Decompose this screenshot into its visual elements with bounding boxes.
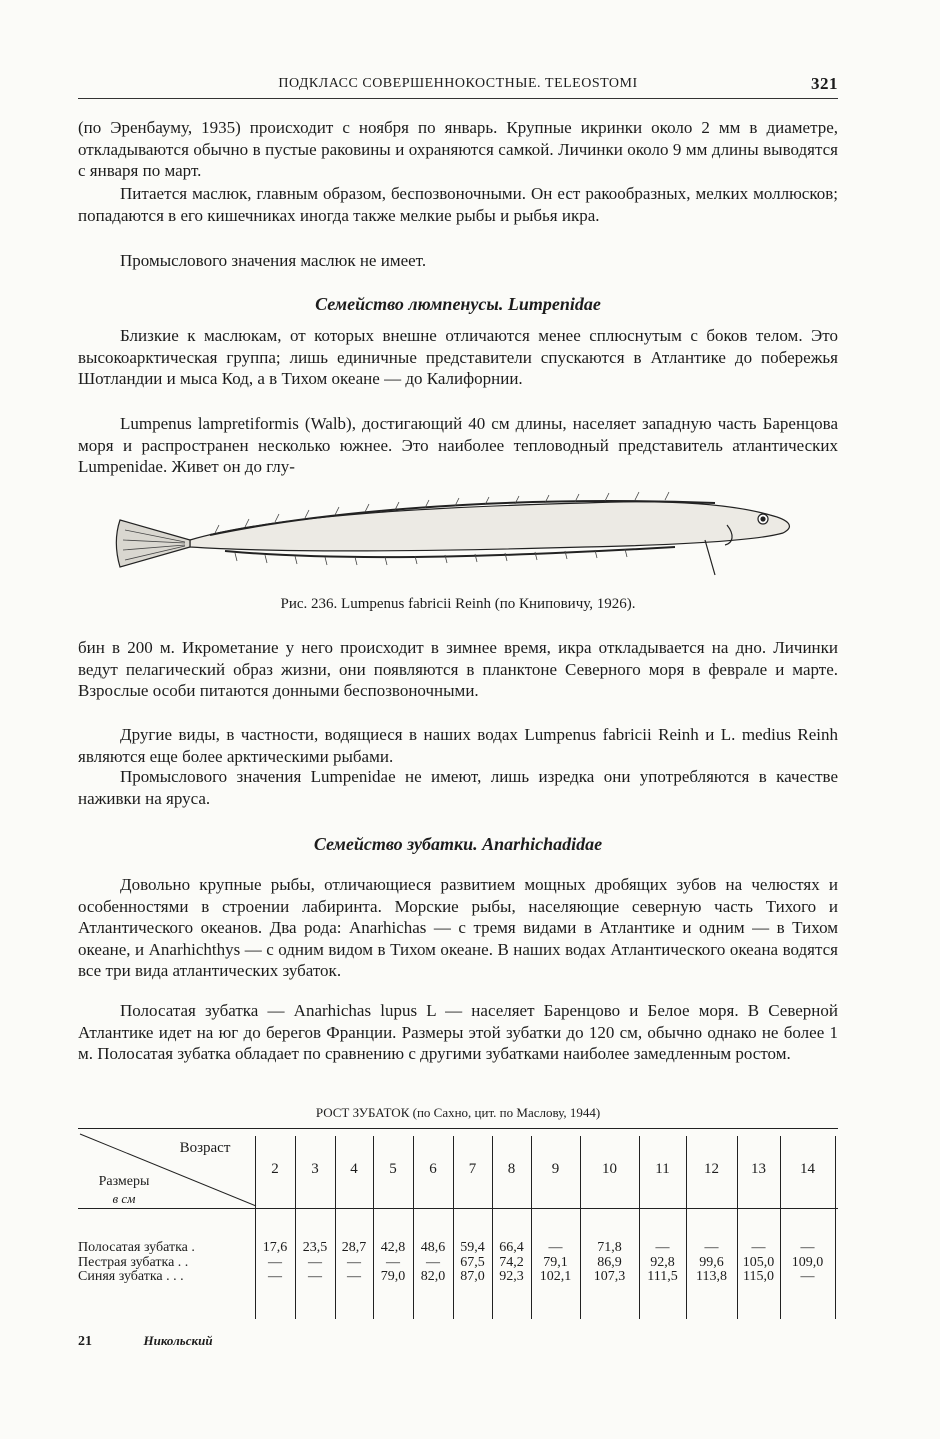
table-cell: 113,8 — [696, 1269, 727, 1284]
table-cell: — — [800, 1269, 815, 1284]
table-cell: 82,0 — [420, 1269, 446, 1284]
table-age-header: 14 — [800, 1161, 815, 1177]
table-cell: 66,4 — [499, 1240, 524, 1255]
paragraph-feeding: Питается маслюк, главным образом, беспозвоночными. Он ест ракообразных, мелких моллюсков; попадаются в его кишечниках иногда также мелкие рыбы и рыбья икра. — [78, 184, 838, 225]
paragraph-other-species: Другие виды, в частности, водящиеся в наших водах Lumpenus fabricii Reinh и L. medius Reinh являются еще более арктическими рыбами. — [78, 725, 838, 766]
table-cell: 42,8 — [380, 1240, 406, 1255]
table-cell: 74,2 — [499, 1255, 524, 1270]
table-cell: 107,3 — [593, 1269, 626, 1284]
table-cell: 71,8 — [597, 1240, 622, 1255]
table-cell: — — [548, 1240, 563, 1255]
table-cell: 67,5 — [460, 1255, 485, 1270]
table-cell: 48,6 — [420, 1240, 446, 1255]
table-age-header: 2 — [271, 1161, 279, 1177]
paragraph-commercial: Промыслового значения маслюк не имеет. — [120, 251, 427, 270]
paragraph-lumpenus-lampretiformis: Lumpenus lampretiformis (Walb), достигающий 40 см длины, населяет западную часть Баренцова моря и распространен несколько южнее. Это наиболее тепловодный представитель атлантических Lumpenidae. Живет он до глу- — [78, 414, 838, 476]
table-cell: — — [308, 1269, 322, 1284]
table-caption: РОСТ ЗУБАТОК (по Сахно, цит. по Маслову, 1944) — [315, 1105, 601, 1120]
table-column-rule — [835, 1136, 836, 1319]
table-cell: — — [386, 1255, 400, 1270]
running-title: ПОДКЛАСС СОВЕРШЕННОКОСТНЫЕ. TELEOSTOMI — [278, 76, 638, 91]
table-corner-size: Размеры — [98, 1174, 150, 1189]
section-heading-anarhichadidae: Семейство зубатки. Anarhichadidae — [313, 834, 603, 854]
table-age-header: 7 — [468, 1161, 477, 1177]
table-cell: 115,0 — [743, 1269, 774, 1284]
signature-name: Никольский — [143, 1333, 213, 1348]
table-cell: 59,4 — [460, 1240, 485, 1255]
page-footer — [78, 1333, 213, 1350]
table-header-rule — [78, 1208, 838, 1209]
paragraph-anarhichadidae-intro: Довольно крупные рыбы, отличающиеся развитием мощных дробящих зубов на челюстях и особенностями в строении лабиринта. Морские рыбы, населяющие северную часть Тихого и Атлантического океанов. Два рода: Anarhichas — с тремя видами в Атлантике и одним — в Тихом океане, и Anarhichthys — с одним видом в Тихом океане. В наших водах Атлантического океана водятся все три вида атлантических зубаток. — [78, 875, 838, 980]
figure-caption: Рис. 236. Lumpenus fabricii Reinh (по Книповичу, 1926). — [280, 596, 636, 612]
table-cell: 17,6 — [262, 1240, 288, 1255]
table-cell: 109,0 — [791, 1255, 824, 1270]
table-cell: 23,5 — [302, 1240, 328, 1255]
table-cell: 111,5 — [647, 1269, 678, 1284]
table-cell: — — [308, 1255, 322, 1270]
table-row-label: Полосатая зубатка . — [78, 1240, 195, 1255]
table-cell: — — [704, 1240, 719, 1255]
table-cell: 102,1 — [539, 1269, 572, 1284]
table-cell: 86,9 — [597, 1255, 622, 1270]
signature-number: 21 — [78, 1334, 92, 1349]
page-number: 321 — [811, 74, 838, 93]
table-age-header: 4 — [350, 1161, 358, 1177]
table-cell: 28,7 — [341, 1240, 367, 1255]
table-age-header: 10 — [602, 1161, 617, 1177]
running-header — [78, 72, 838, 99]
table-cell: 92,8 — [650, 1255, 675, 1270]
paragraph-spawning: (по Эренбауму, 1935) происходит с ноября по январь. Крупные икринки около 2 мм в диаметре, откладываются обычно в пустые раковины и охраняются самкой. Личинки около 9 мм длины выводятся с января по март. — [78, 118, 838, 180]
table-cell: 92,3 — [499, 1269, 524, 1284]
table-cell: 105,0 — [742, 1255, 775, 1270]
table-cell: — — [751, 1240, 766, 1255]
table-row-label: Синяя зубатка . . . — [78, 1269, 184, 1284]
paragraph-lumpenidae-commercial: Промыслового значения Lumpenidae не имеют, лишь изредка они употребляются в качестве наживки на яруса. — [78, 767, 838, 808]
table-cell: 87,0 — [460, 1269, 485, 1284]
table-cell: — — [800, 1240, 815, 1255]
table-cell: — — [268, 1269, 282, 1284]
table-age-header: 9 — [551, 1161, 560, 1177]
table-row-label: Пестрая зубатка . . — [78, 1255, 189, 1270]
paragraph-anarhichas-lupus: Полосатая зубатка — Anarhichas lupus L — населяет Баренцово и Белое моря. В Северной Атлантике идет на юг до берегов Франции. Размеры этой зубатки до 120 см, обычно однако не более 1 м. Полосатая зубатка обладает по сравнению с другими зубатками наиболее замедленным ростом. — [78, 1001, 838, 1063]
table-age-header: 3 — [311, 1161, 319, 1177]
table-cell: — — [426, 1255, 440, 1270]
table-age-header: 11 — [655, 1161, 670, 1177]
fish-figure — [115, 485, 805, 585]
table-age-header: 13 — [751, 1161, 766, 1177]
table-corner-age: Возраст — [179, 1140, 231, 1156]
table-cell: — — [655, 1240, 670, 1255]
table-cell: — — [347, 1269, 361, 1284]
section-heading-lumpenidae: Семейство люмпенусы. Lumpenidae — [315, 294, 601, 314]
table-cell: 99,6 — [699, 1255, 724, 1270]
table-cell: 79,0 — [380, 1269, 406, 1284]
table-cell: — — [268, 1255, 282, 1270]
table-age-header: 8 — [507, 1161, 516, 1177]
table-corner-unit: в см — [112, 1191, 136, 1206]
table-age-header: 6 — [429, 1161, 437, 1177]
paragraph-lumpenus-biology: бин в 200 м. Икрометание у него происходит в зимнее время, икра откладывается на дно. Личинки ведут пелагический образ жизни, они появляются в планктоне Северного моря в феврале и марте. Взрослые особи питаются донными беспозвоночными. — [78, 638, 838, 700]
table-cell: — — [347, 1255, 361, 1270]
paragraph-lumpenidae-intro: Близкие к маслюкам, от которых внешне отличаются менее сплюснутым с боков телом. Это высокоарктическая группа; лишь единичные представители спускаются в Атлантике до побережья Шотландии и мыса Код, а в Тихом океане — до Калифорнии. — [78, 326, 838, 388]
table-age-header: 12 — [704, 1161, 719, 1177]
table-cell: 79,1 — [543, 1255, 568, 1270]
table-age-header: 5 — [389, 1161, 397, 1177]
